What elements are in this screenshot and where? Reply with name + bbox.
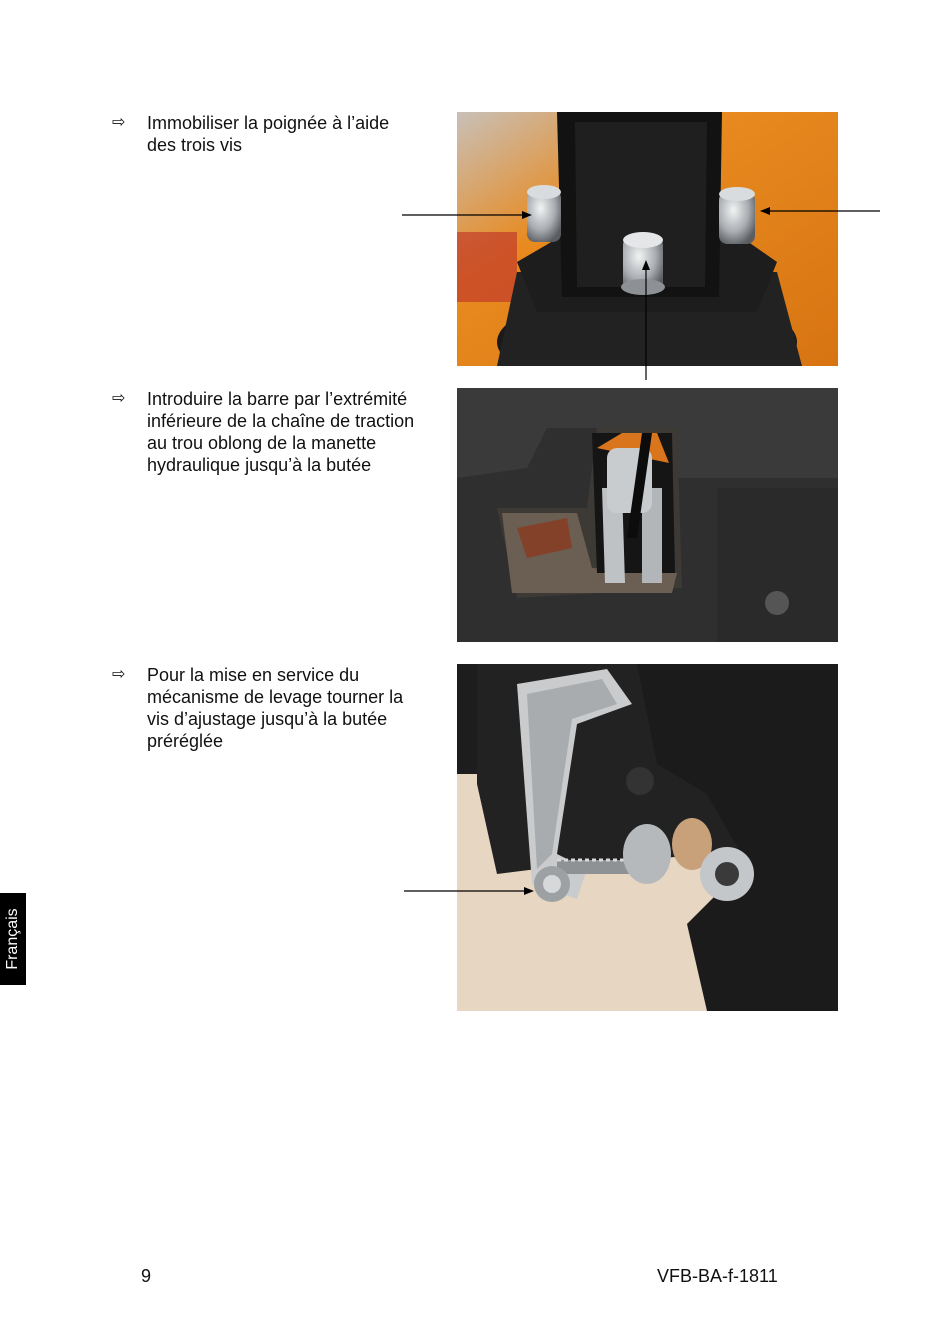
pointer-arrow-center-screw xyxy=(636,258,656,382)
photo-chain-slot xyxy=(457,388,838,642)
arrow-bullet-icon: ⇨ xyxy=(112,390,126,407)
page-number: 9 xyxy=(141,1266,152,1286)
photo-adjusting-screw xyxy=(457,664,838,1011)
arrow-bullet-icon: ⇨ xyxy=(112,114,126,131)
instruction-text: Introduire la barre par l’extrémité inférieure de la chaîne de traction au trou oblong de la manette hydraulique jusqu’à la butée xyxy=(147,389,415,475)
instruction-text: Pour la mise en service du mécanisme de levage tourner la vis d’ajustage jusqu’à la butée préréglée xyxy=(147,665,404,751)
pointer-arrow-left-screw xyxy=(400,205,535,225)
pointer-arrow-right-screw xyxy=(758,201,883,221)
language-tab xyxy=(0,893,26,985)
language-label: Français xyxy=(4,908,21,970)
pointer-arrow-adjusting-screw xyxy=(402,881,537,901)
document-code: VFB-BA-f-1811 xyxy=(657,1266,778,1286)
arrow-bullet-icon: ⇨ xyxy=(112,666,126,683)
instruction-text: Immobiliser la poignée à l’aide des trois vis xyxy=(147,113,390,155)
